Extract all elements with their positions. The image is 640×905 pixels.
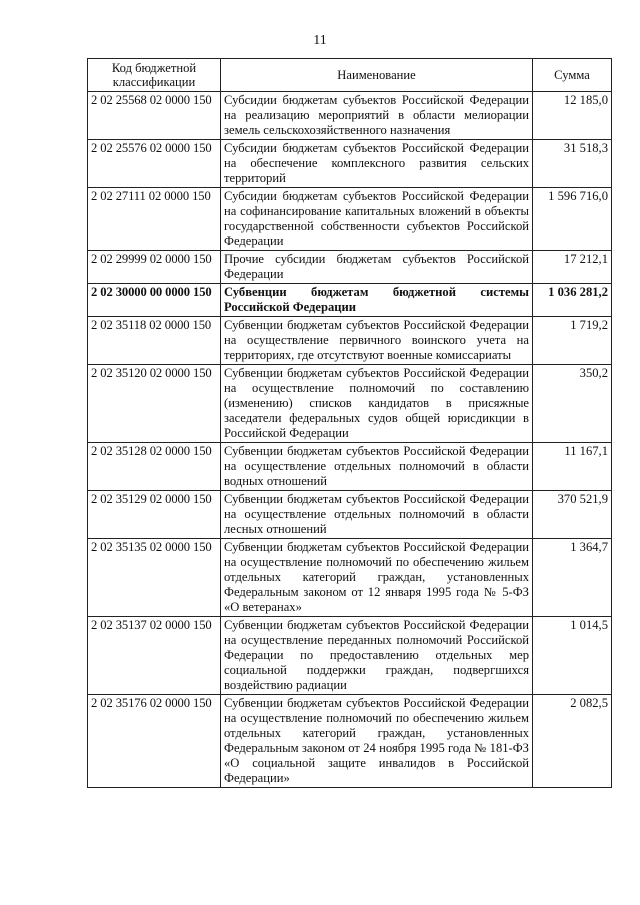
- table-row: [88, 284, 612, 317]
- table-row: [88, 443, 612, 491]
- budget-code-cell: 2 02 35120 02 0000 150: [88, 365, 221, 443]
- sum-cell: 1 719,2: [533, 317, 612, 365]
- name-cell: Субсидии бюджетам субъектов Российской Федерации на обеспечение комплексного развития сельских территорий: [221, 140, 533, 188]
- sum-cell: 12 185,0: [533, 92, 612, 140]
- budget-code-cell: 2 02 35176 02 0000 150: [88, 695, 221, 788]
- sum-cell: 1 596 716,0: [533, 188, 612, 251]
- table-row: [88, 140, 612, 188]
- budget-table: [87, 58, 612, 788]
- sum-cell: 350,2: [533, 365, 612, 443]
- sum-cell: 2 082,5: [533, 695, 612, 788]
- sum-cell: 31 518,3: [533, 140, 612, 188]
- budget-code-cell: 2 02 30000 00 0000 150: [88, 284, 221, 317]
- name-cell: Субсидии бюджетам субъектов Российской Федерации на софинансирование капитальных вложений в объекты государственной собственности субъектов Российской Федерации: [221, 188, 533, 251]
- budget-code-cell: 2 02 27111 02 0000 150: [88, 188, 221, 251]
- header-code: Код бюджетной классификации: [88, 59, 221, 92]
- table-row: [88, 695, 612, 788]
- budget-code-cell: 2 02 25568 02 0000 150: [88, 92, 221, 140]
- budget-code-cell: 2 02 35129 02 0000 150: [88, 491, 221, 539]
- name-cell: Субвенции бюджетам субъектов Российской Федерации на осуществление полномочий по составлению (изменению) списков кандидатов в присяжные заседатели федеральных судов общей юрисдикции в Российской Федерации: [221, 365, 533, 443]
- table-row: [88, 539, 612, 617]
- sum-cell: 1 036 281,2: [533, 284, 612, 317]
- name-cell: Субсидии бюджетам субъектов Российской Федерации на реализацию мероприятий в области мелиорации земель сельскохозяйственного назначения: [221, 92, 533, 140]
- budget-code-cell: 2 02 35128 02 0000 150: [88, 443, 221, 491]
- header-name: Наименование: [221, 59, 533, 92]
- sum-cell: 1 014,5: [533, 617, 612, 695]
- page-number: 11: [313, 33, 327, 48]
- name-cell: Субвенции бюджетам субъектов Российской Федерации на осуществление отдельных полномочий в области водных отношений: [221, 443, 533, 491]
- name-cell: Субвенции бюджетам бюджетной системы Российской Федерации: [221, 284, 533, 317]
- name-cell: Субвенции бюджетам субъектов Российской Федерации на осуществление отдельных полномочий в области лесных отношений: [221, 491, 533, 539]
- table-header-row: [88, 59, 612, 92]
- name-cell: Прочие субсидии бюджетам субъектов Российской Федерации: [221, 251, 533, 284]
- table-row: [88, 317, 612, 365]
- name-cell: Субвенции бюджетам субъектов Российской Федерации на осуществление полномочий по обеспечению жильем отдельных категорий граждан, установленных Федеральным законом от 12 января 1995 года № 5-ФЗ «О ветеранах»: [221, 539, 533, 617]
- name-cell: Субвенции бюджетам субъектов Российской Федерации на осуществление переданных полномочий Российской Федерации по предоставлению отдельных мер социальной поддержки граждан, подвергшихся воздействию радиации: [221, 617, 533, 695]
- budget-code-cell: 2 02 25576 02 0000 150: [88, 140, 221, 188]
- table-row: [88, 617, 612, 695]
- sum-cell: 17 212,1: [533, 251, 612, 284]
- table-row: [88, 251, 612, 284]
- table-row: [88, 188, 612, 251]
- name-cell: Субвенции бюджетам субъектов Российской Федерации на осуществление первичного воинского учета на территориях, где отсутствуют военные комиссариаты: [221, 317, 533, 365]
- table-row: [88, 92, 612, 140]
- budget-code-cell: 2 02 35118 02 0000 150: [88, 317, 221, 365]
- header-sum: Сумма: [533, 59, 612, 92]
- table-row: [88, 491, 612, 539]
- sum-cell: 11 167,1: [533, 443, 612, 491]
- sum-cell: 1 364,7: [533, 539, 612, 617]
- table-row: [88, 365, 612, 443]
- budget-code-cell: 2 02 29999 02 0000 150: [88, 251, 221, 284]
- budget-code-cell: 2 02 35137 02 0000 150: [88, 617, 221, 695]
- sum-cell: 370 521,9: [533, 491, 612, 539]
- budget-code-cell: 2 02 35135 02 0000 150: [88, 539, 221, 617]
- name-cell: Субвенции бюджетам субъектов Российской Федерации на осуществление полномочий по обеспечению жильем отдельных категорий граждан, установленных Федеральным законом от 24 ноября 1995 года № 181-ФЗ «О социальной защите инвалидов в Российской Федерации»: [221, 695, 533, 788]
